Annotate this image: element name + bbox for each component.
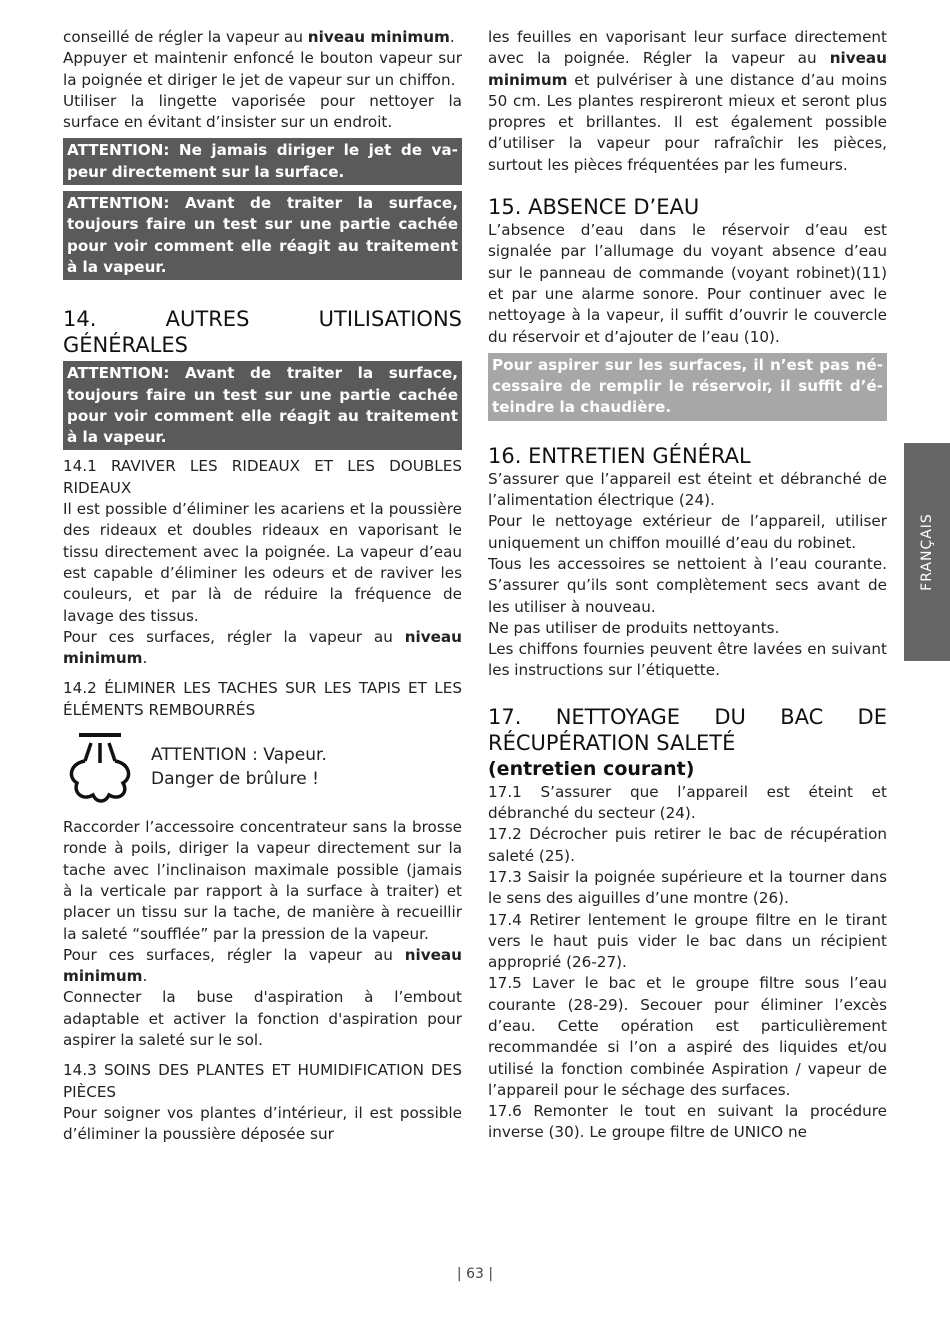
section-heading-15: 15. ABSENCE D’EAU	[488, 195, 700, 220]
section-heading-16: 16. ENTRETIEN GÉNÉRAL	[488, 443, 751, 468]
paragraph: les feuilles en vaporisant leur surface directement avec la poignée. Régler la vapeur au niveau minimum et pulvériser à une distance d’au moins 50 cm. Les plantes respireront mieux et seront plus propres et brillantes. Il est également possible d’utiliser la vapeur pour rafraîchir les pièces, surtout les pièces fréquentées par les fumeurs.	[488, 28, 887, 174]
paragraph: Connecter la buse d'aspiration à l’embout adaptable et activer la fonction d'aspiration pour aspirer la saleté sur le sol.	[63, 988, 462, 1049]
paragraph: Pour ces surfaces, régler la vapeur au niveau minimum.	[63, 627, 462, 668]
section-heading-14: 14. AUTRES UTILISATIONS GÉNÉRALES	[63, 307, 462, 358]
warning-box: ATTENTION: Ne jamais diriger le jet de va-peur directement sur la surface.	[63, 138, 462, 185]
warning-box: ATTENTION: Avant de traiter la surface, toujours faire un test sur une partie cachée pour voir comment elle réagit au traitement à la vapeur.	[63, 361, 462, 450]
steam-warning	[63, 731, 462, 805]
paragraph: Tous les accessoires se nettoient à l’eau courante. S’assurer qu’ils sont complètement secs avant de les utiliser à nouveau.	[488, 554, 887, 616]
section-heading-17: 17. NETTOYAGE DU BAC DE RÉCUPÉRATION SALETÉ	[488, 704, 887, 755]
section-subheading: (entretien courant)	[488, 757, 695, 780]
paragraph: Pour le nettoyage extérieur de l’appareil, utiliser uniquement un chiffon mouillé d’eau du robinet.	[488, 512, 887, 552]
warning-line: Danger de brûlure !	[151, 769, 319, 790]
paragraph: Il est possible d’éliminer les acariens et la poussière des rideaux et doubles rideaux en vaporisant le tissu directement avec la poignée. La vapeur d’eau est capable d’éliminer les odeurs et de raviver les couleurs, et par là de réduire la fréquence de lavage des tissus.	[63, 500, 462, 625]
page-number: | 63 |	[456, 1266, 494, 1282]
subsection-heading: 14.1 RAVIVER LES RIDEAUX ET LES DOUBLES RIDEAUX	[63, 457, 462, 497]
paragraph: Utiliser la lingette vaporisée pour nettoyer la surface en évitant d’insister sur un endroit.	[63, 91, 462, 132]
steam-hazard-icon	[63, 731, 137, 805]
left-column	[63, 27, 462, 1145]
paragraph: Raccorder l’accessoire concentrateur sans la brosse ronde à poils, diriger la vapeur directement sur la tache avec l’inclinaison maximale possible (jamais à la verticale par rapport à la surface à traiter) et placer un tissu sur la tache, de manière à recueillir la saleté “soufflée” par la pression de la vapeur.	[63, 818, 462, 943]
step: 17.4 Retirer lentement le groupe filtre en le tirant vers le haut puis vider le bac dans un récipient approprié (26-27).	[488, 910, 887, 972]
paragraph: Les chiffons fournies peuvent être lavées en suivant les instructions sur l’étiquette.	[488, 640, 887, 680]
paragraph: Pour ces surfaces, régler la vapeur au niveau minimum.	[63, 945, 462, 986]
paragraph: L’absence d’eau dans le réservoir d’eau est signalée par l’allumage du voyant absence d’eau sur le panneau de commande (voyant robinet)(11) et par une alarme sonore. Pour continuer avec le nettoyage à la vapeur, il suffit d’ouvrir le couvercle du réservoir et d’ajouter de l’eau (10).	[488, 221, 887, 346]
step: 17.3 Saisir la poignée supérieure et la tourner dans le sens des aiguilles d’une montre (26).	[488, 867, 887, 908]
paragraph: Ne pas utiliser de produits nettoyants.	[488, 618, 780, 637]
paragraph: Appuyer et maintenir enfoncé le bouton vapeur sur la poignée et diriger le jet de vapeur sur un chiffon.	[63, 49, 462, 89]
step: 17.1 S’assurer que l’appareil est éteint et débranché du secteur (24).	[488, 782, 887, 823]
paragraph: conseillé de régler la vapeur au niveau minimum.	[63, 28, 455, 46]
paragraph: Pour soigner vos plantes d’intérieur, il est possible d’éliminer la poussière déposée sur	[63, 1103, 462, 1144]
warning-line: ATTENTION : Vapeur.	[151, 745, 327, 766]
warning-box: ATTENTION: Avant de traiter la surface, toujours faire un test sur une partie cachée pour voir comment elle réagit au traitement à la vapeur.	[63, 191, 462, 280]
step: 17.6 Remonter le tout en suivant la procédure inverse (30). Le groupe filtre de UNICO ne	[488, 1102, 887, 1142]
step: 17.5 Laver le bac et le groupe filtre sous l’eau courante (28-29). Secouer pour éliminer l’excès d’eau. Cette opération est particulièrement recommandée si l’on a aspiré des liquides et/ou utilisé la fonction combinée Aspiration / vapeur de l’appareil pour le séchage des surfaces.	[488, 974, 887, 1099]
subsection-heading: 14.3 SOINS DES PLANTES ET HUMIDIFICATION DES PIÈCES	[63, 1061, 462, 1101]
language-tab	[904, 443, 950, 661]
subsection-heading: 14.2 ÉLIMINER LES TACHES SUR LES TAPIS ET LES ÉLÉMENTS REMBOURRÉS	[63, 679, 462, 719]
right-column	[488, 27, 887, 1144]
note-box: Pour aspirer sur les surfaces, il n’est pas né-cessaire de remplir le réservoir, il suffit d’é-teindre la chaudière.	[488, 353, 887, 421]
paragraph: S’assurer que l’appareil est éteint et débranché de l’alimentation électrique (24).	[488, 469, 887, 510]
step: 17.2 Décrocher puis retirer le bac de récupération saleté (25).	[488, 825, 887, 865]
language-label: FRANÇAIS	[919, 513, 935, 591]
